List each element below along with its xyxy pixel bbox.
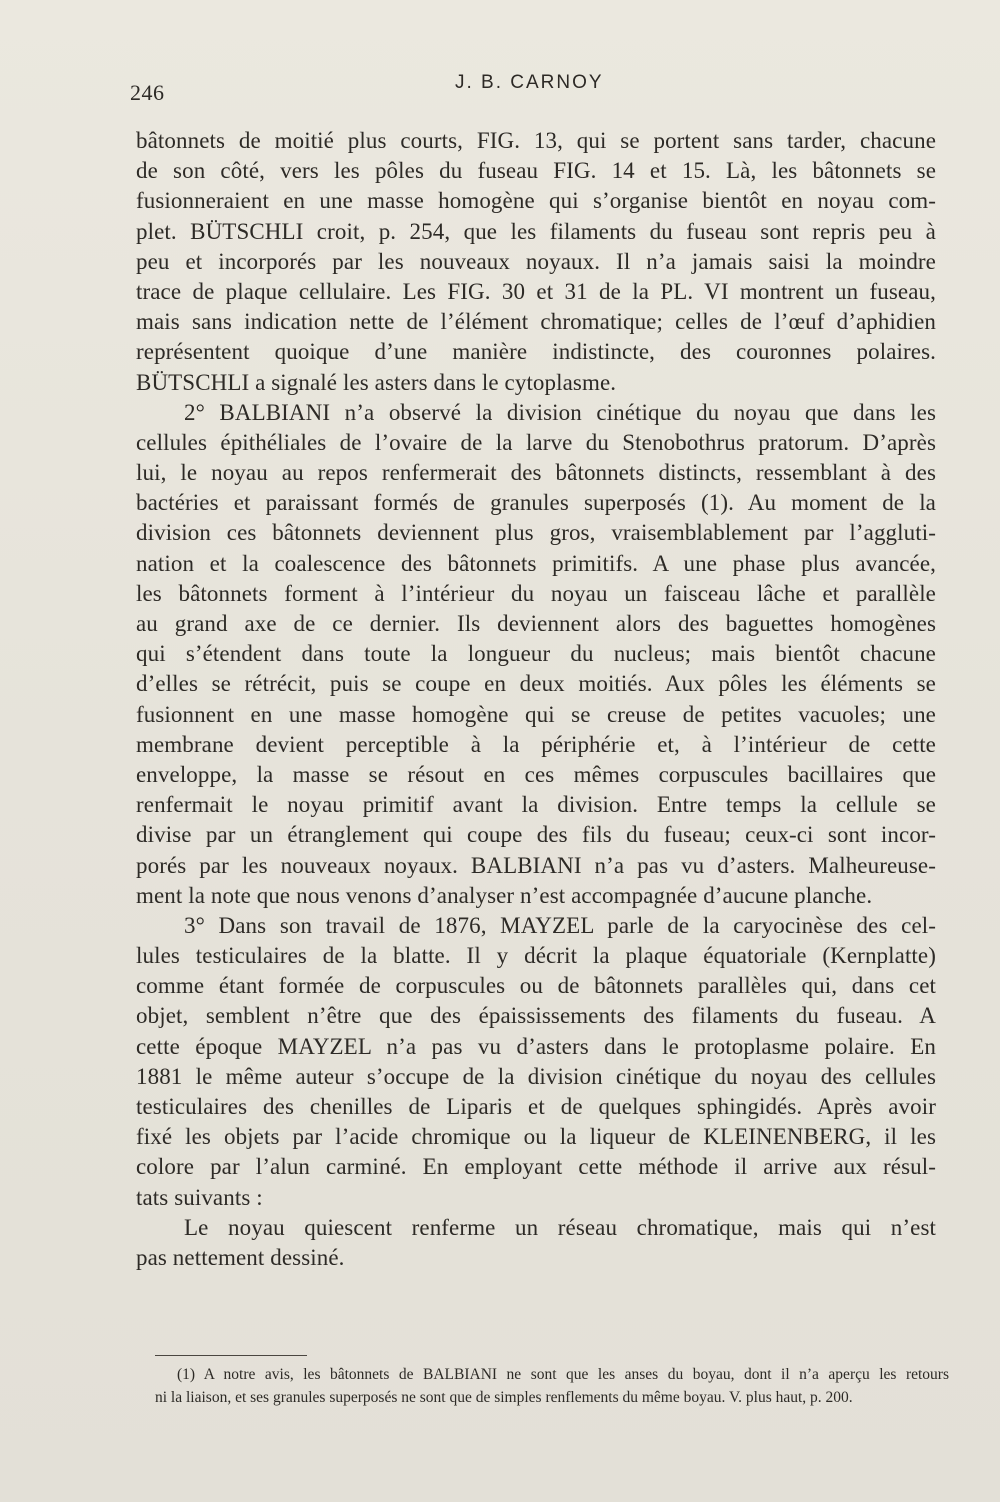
footnote-line: (1) A notre avis, les bâtonnets de BALBIANI ne sont que les anses du boyau, dont il n’a aperçu les retours [177,1366,949,1383]
text-line: ment la note que nous venons d’analyser n’est accompagnée d’aucune planche. [136,882,873,908]
text-line: testiculaires des chenilles de Liparis et de quelques sphingidés. Après avoir [136,1094,936,1119]
text-line: lui, le noyau au repos renfermerait des bâtonnets distincts, ressemblant à des [136,460,936,486]
text-line: BÜTSCHLI a signalé les asters dans le cytoplasme. [136,369,617,395]
footnote-divider [155,1355,307,1356]
page-number: 246 [130,80,165,105]
text-line: tats suivants : [136,1184,263,1210]
text-line: division ces bâtonnets deviennent plus gros, vraisemblablement par l’aggluti- [136,520,936,546]
text-line: trace de plaque cellulaire. Les FIG. 30 et 31 de la PL. VI montrent un fuseau, [136,278,936,304]
text-line: fusionneraient en une masse homogène qui s’organise bientôt en noyau com- [136,188,936,214]
text-line: comme étant formée de corpuscules ou de bâtonnets parallèles qui, dans cet [136,973,936,999]
footnote-line: ni la liaison, et ses granules superposés ne sont que de simples renflements du même boyau. V. plus haut, p. 200. [155,1389,853,1406]
body-text [136,126,936,1273]
text-line: fusionnent en une masse homogène qui se creuse de petites vacuoles; une [136,701,936,727]
text-line: de son côté, vers les pôles du fuseau FIG. 14 et 15. Là, les bâtonnets se [136,158,936,184]
text-line: bactéries et paraissant formés de granules superposés (1). Au moment de la [136,490,936,516]
text-line: cellules épithéliales de l’ovaire de la larve du Stenobothrus pratorum. D’après [136,429,936,455]
text-line: objet, semblent n’être que des épaississements des filaments du fuseau. A [136,1003,936,1029]
text-line: peu et incorporés par les nouveaux noyaux. Il n’a jamais saisi la moindre [136,248,936,274]
text-line: pas nettement dessiné. [136,1244,345,1270]
text-line: nation et la coalescence des bâtonnets primitifs. A une phase plus avancée, [136,550,936,576]
running-head: J. B. CARNOY [455,72,604,93]
text-line: 1881 le même auteur s’occupe de la division cinétique du noyau des cellules [136,1063,936,1089]
text-line: cette époque MAYZEL n’a pas vu d’asters dans le protoplasme polaire. En [136,1033,936,1059]
text-line: enveloppe, la masse se résout en ces mêmes corpuscules bacillaires que [136,761,936,787]
text-line: renfermait le noyau primitif avant la division. Entre temps la cellule se [136,792,936,818]
text-line: au grand axe de ce dernier. Ils deviennent alors des baguettes homogènes [136,611,936,636]
page-header [130,70,880,110]
text-line: Le noyau quiescent renferme un réseau chromatique, mais qui n’est [184,1214,936,1240]
text-line: colore par l’alun carminé. En employant cette méthode il arrive aux résul- [136,1154,936,1180]
text-line: lules testiculaires de la blatte. Il y décrit la plaque équatoriale (Kernplatte) [136,943,936,969]
text-line: d’elles se rétrécit, puis se coupe en deux moitiés. Aux pôles les éléments se [136,671,936,697]
text-line: divise par un étranglement qui coupe des fils du fuseau; ceux-ci sont incor- [136,822,936,848]
text-line: les bâtonnets forment à l’intérieur du noyau un faisceau lâche et parallèle [136,580,936,606]
text-line: porés par les nouveaux noyaux. BALBIANI n’a pas vu d’asters. Malheureuse- [136,852,936,878]
footnotes [155,1363,949,1409]
text-line: fixé les objets par l’acide chromique ou la liqueur de KLEINENBERG, il les [136,1124,936,1150]
text-line: représentent quoique d’une manière indistincte, des couronnes polaires. [136,339,936,365]
text-line: 2° BALBIANI n’a observé la division cinétique du noyau que dans les [184,399,936,425]
text-line: membrane devient perceptible à la périphérie et, à l’intérieur de cette [136,731,936,757]
text-line: qui s’étendent dans toute la longueur du nucleus; mais bientôt chacune [136,641,936,667]
text-line: plet. BÜTSCHLI croit, p. 254, que les filaments du fuseau sont repris peu à [136,218,936,244]
text-line: 3° Dans son travail de 1876, MAYZEL parle de la caryocinèse des cel- [184,912,936,938]
text-line: mais sans indication nette de l’élément chromatique; celles de l’œuf d’aphidien [136,309,936,335]
text-line: bâtonnets de moitié plus courts, FIG. 13, qui se portent sans tarder, chacune [136,128,936,153]
